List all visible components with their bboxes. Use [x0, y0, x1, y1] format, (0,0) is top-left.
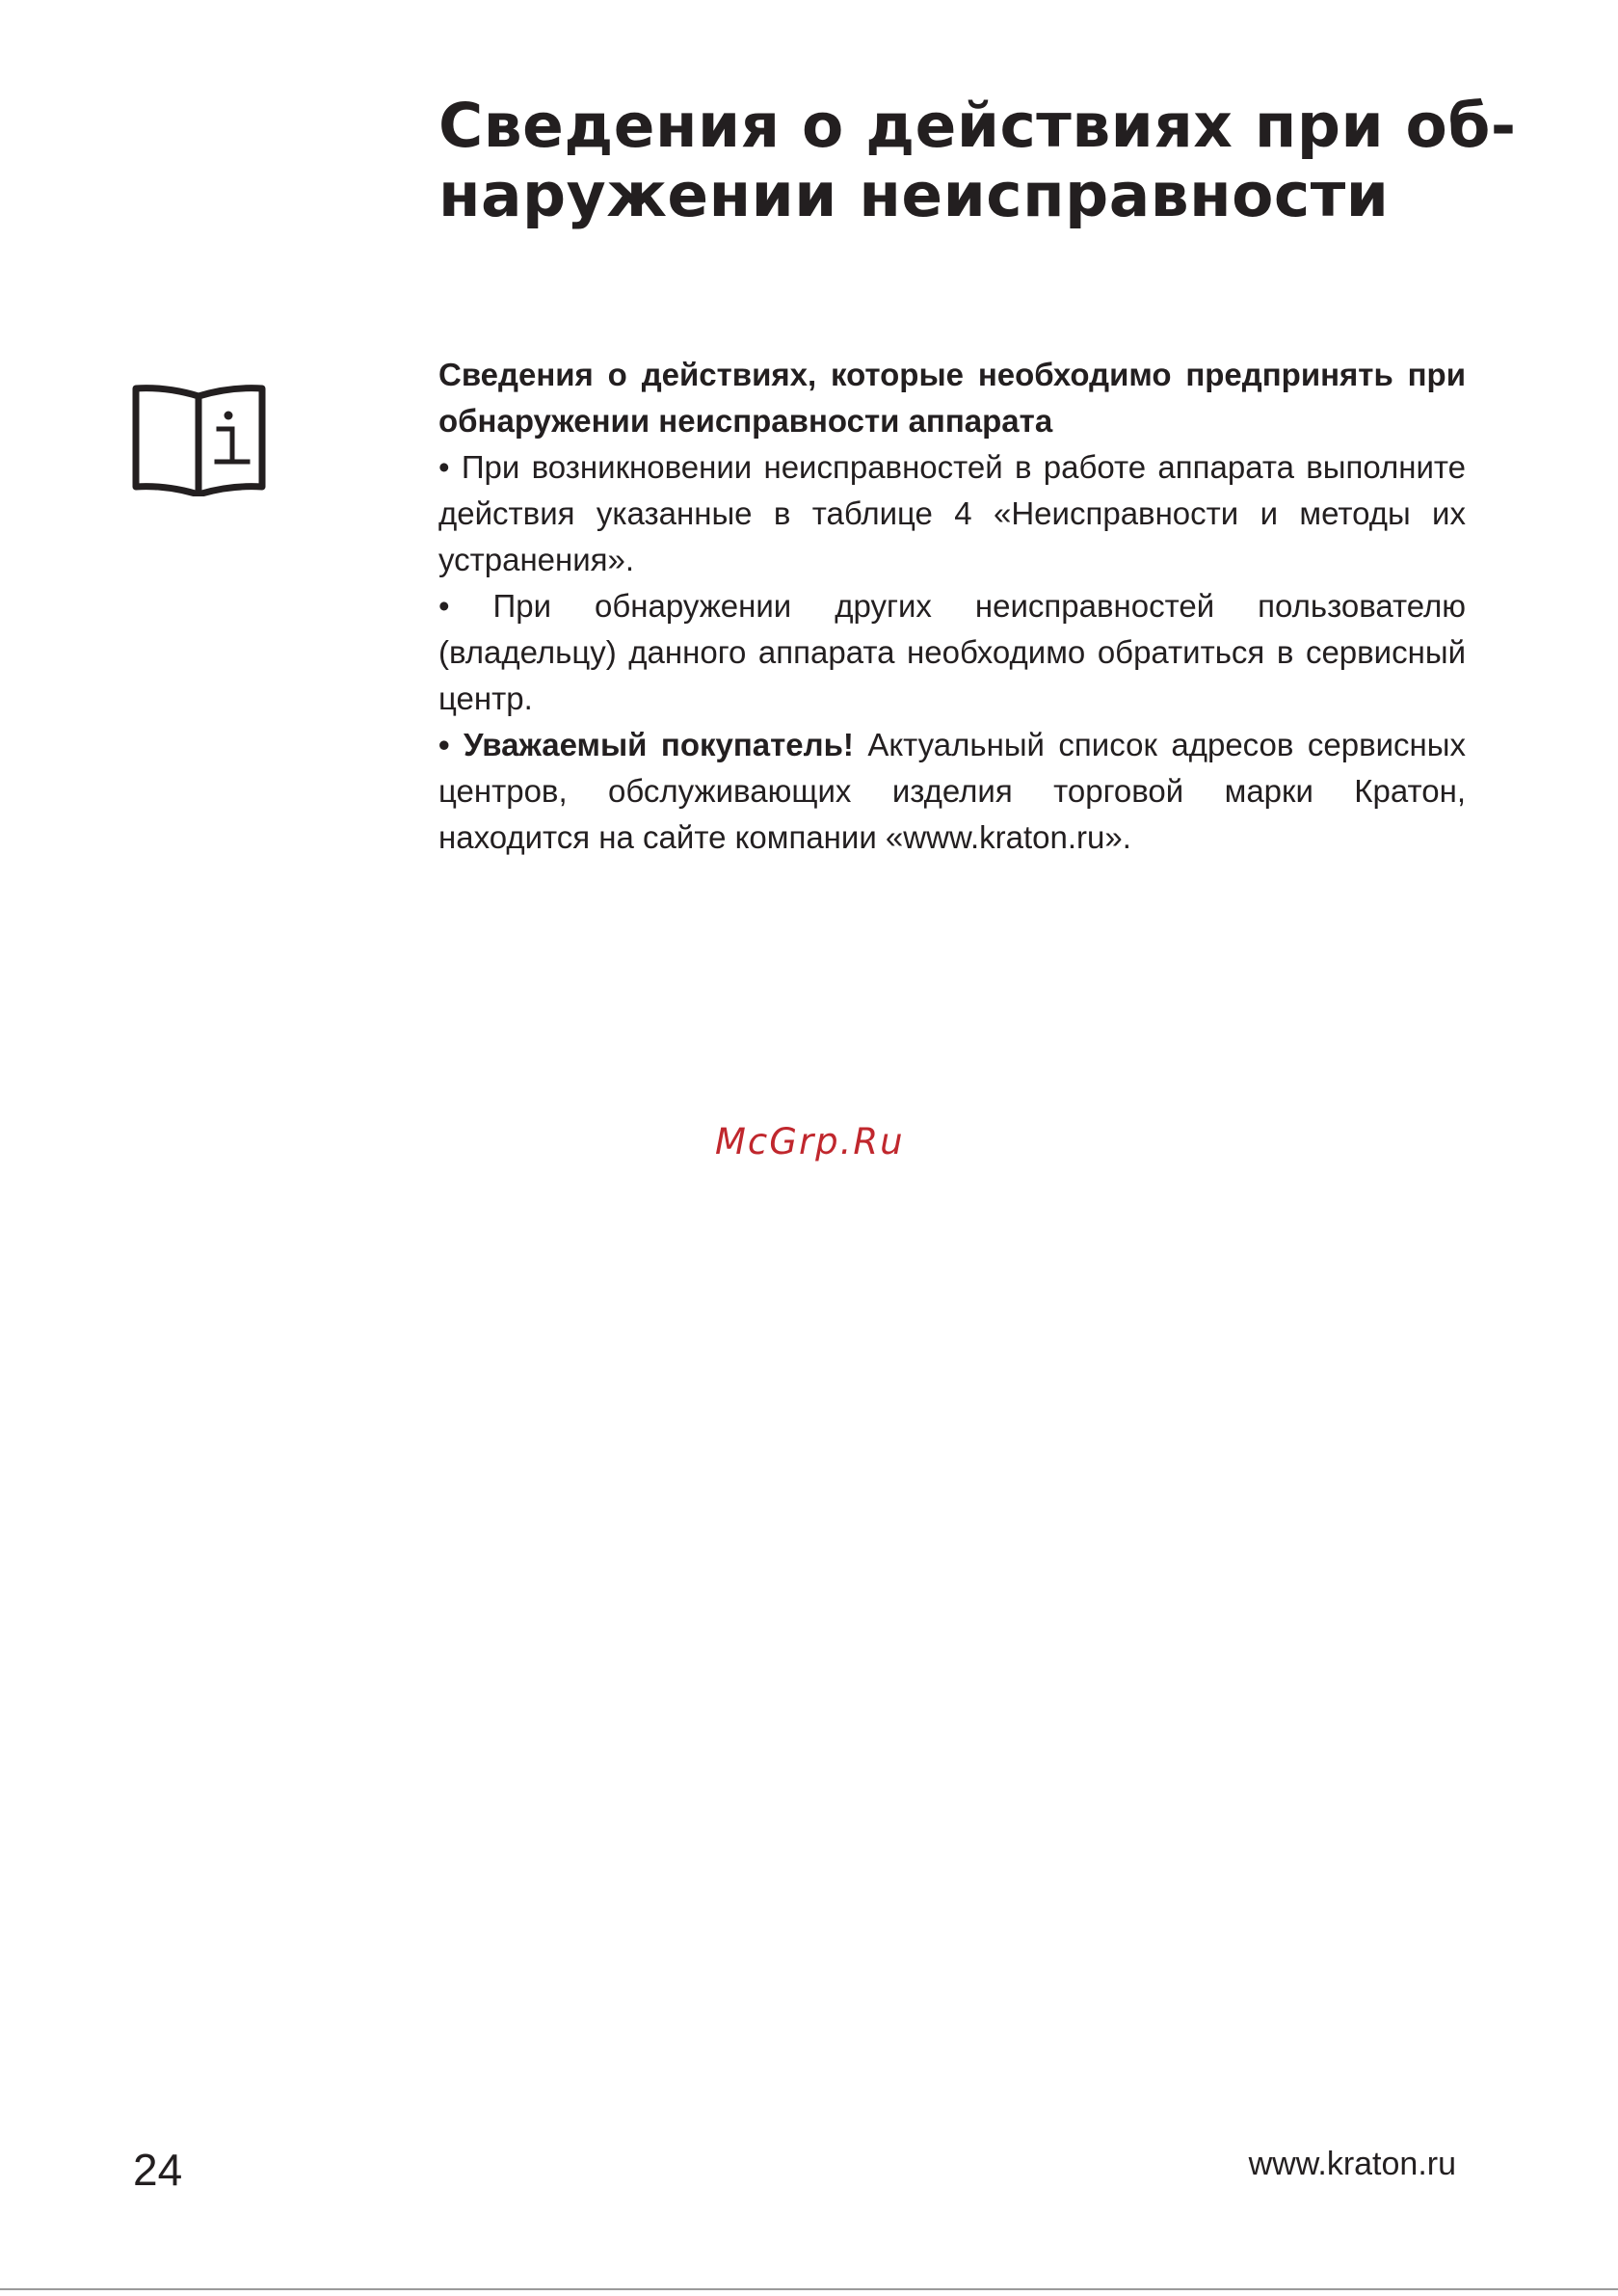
section-lead: Сведения о действиях, которые необходимо предпринять при обнаружении неисправности аппарата: [438, 357, 1466, 439]
bullet-dear-customer: [438, 722, 1466, 861]
page-title-line-2: наружении неисправности: [438, 160, 1390, 230]
page-number: 24: [133, 2145, 183, 2195]
page-title: [438, 91, 1517, 230]
page-title-line-1: Сведения о действиях при об-: [438, 91, 1517, 161]
troubleshooting-info: [438, 352, 1466, 861]
footer-url: www.kraton.ru: [1248, 2146, 1456, 2182]
dear-customer-text: Актуальный список адресов сервисных центров, обслуживающих изделия торговой марки Кратон, находится на сайте компании «www.kraton.ru».: [438, 727, 1466, 855]
bottom-divider: [0, 2288, 1618, 2290]
bullet-table-reference: • При возникновении неисправностей в работе аппарата выполните действия указанные в таблице 4 «Неисправности и методы их устранения».: [438, 449, 1466, 577]
bullet-service-center: • При обнаружении других неисправностей пользователю (владельцу) данного аппарата необходимо обратиться в сервисный центр.: [438, 588, 1466, 716]
watermark: McGrp.Ru: [715, 1121, 905, 1162]
open-book-info-icon: [132, 381, 266, 496]
dear-customer-heading: • Уважаемый покупатель!: [438, 727, 854, 762]
